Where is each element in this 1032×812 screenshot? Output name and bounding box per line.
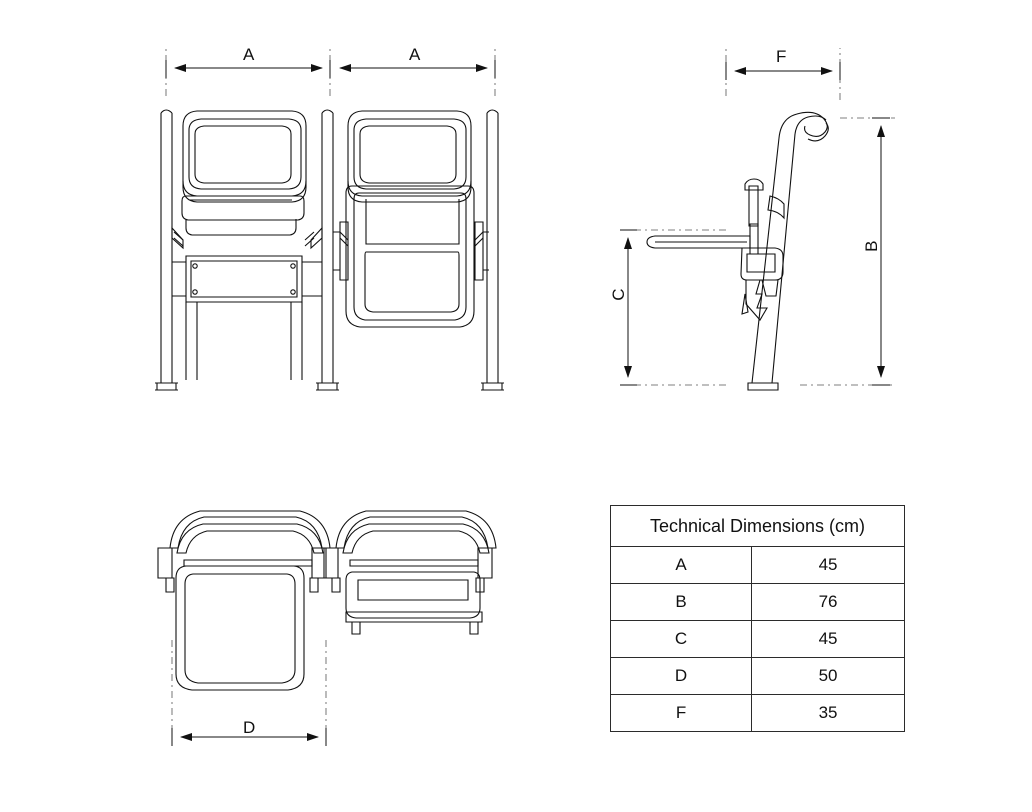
- dimension-value: 45: [752, 621, 905, 658]
- dimension-value: 45: [752, 547, 905, 584]
- dimension-key: D: [611, 658, 752, 695]
- table-row: [611, 621, 905, 658]
- dimension-label-B: B: [862, 240, 881, 252]
- dimension-key: A: [611, 547, 752, 584]
- dimension-label-A-left: A: [243, 45, 255, 64]
- technical-dimensions-table: [610, 505, 905, 732]
- table-body: [611, 547, 905, 732]
- table-row: [611, 547, 905, 584]
- table-title: Technical Dimensions (cm): [611, 506, 905, 547]
- table-row: [611, 658, 905, 695]
- dimension-label-F: F: [776, 47, 787, 66]
- dimension-value: 76: [752, 584, 905, 621]
- table-row: [611, 695, 905, 732]
- dimension-label-C: C: [609, 288, 628, 301]
- top-view-group: [158, 511, 496, 746]
- table-row: [611, 584, 905, 621]
- dimension-value: 35: [752, 695, 905, 732]
- dimension-key: C: [611, 621, 752, 658]
- dimension-label-A-right: A: [409, 45, 421, 64]
- dimension-key: F: [611, 695, 752, 732]
- side-view-group: [620, 48, 895, 390]
- table-header-row: [611, 506, 905, 547]
- front-view-group: [155, 48, 504, 390]
- dimension-key: B: [611, 584, 752, 621]
- dimension-label-D: D: [243, 718, 256, 737]
- dimension-value: 50: [752, 658, 905, 695]
